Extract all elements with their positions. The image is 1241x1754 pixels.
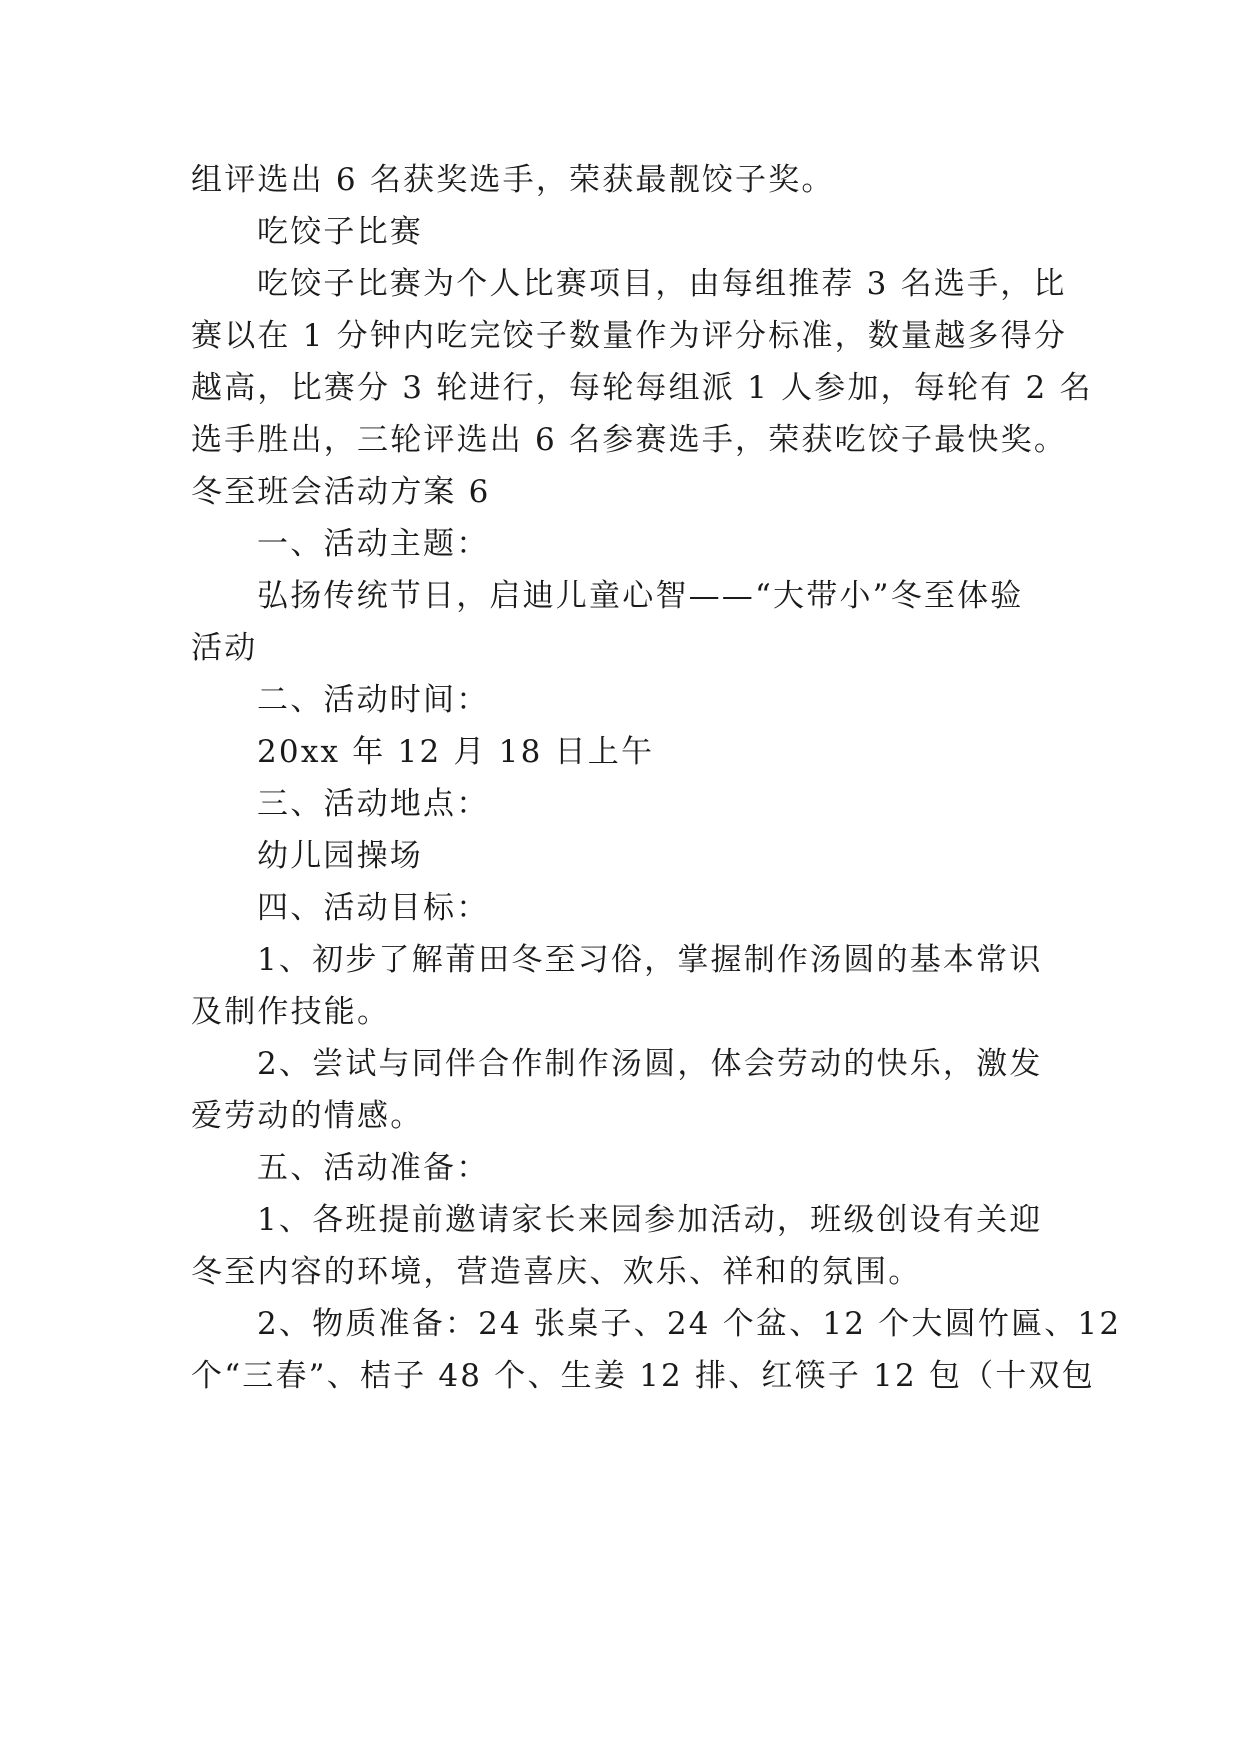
text-line: 个“三春”、桔子 48 个、生姜 12 排、红筷子 12 包（十双包 [191,1358,1095,1394]
text-line: 及制作技能。 [191,994,391,1030]
text-line: 冬至内容的环境，营造喜庆、欢乐、祥和的氛围。 [191,1254,922,1290]
text-line: 组评选出 6 名获奖选手，荣获最靓饺子奖。 [191,162,835,198]
text-line: 吃饺子比赛为个人比赛项目，由每组推荐 3 名选手，比 [257,266,1067,302]
section-heading: 三、活动地点： [257,786,490,822]
text-line: 活动 [191,630,258,666]
document-title: 冬至班会活动方案 6 [191,474,491,510]
text-line: 弘扬传统节日，启迪儿童心智——“大带小”冬至体验 [257,578,1024,614]
text-line: 越高，比赛分 3 轮进行，每轮每组派 1 人参加，每轮有 2 名 [191,370,1093,406]
text-line: 2、物质准备：24 张桌子、24 个盆、12 个大圆竹匾、12 [257,1306,1122,1342]
text-line: 幼儿园操场 [257,838,423,874]
text-line: 选手胜出，三轮评选出 6 名参赛选手，荣获吃饺子最快奖。 [191,422,1068,458]
section-heading: 五、活动准备： [257,1150,490,1186]
text-line: 2、尝试与同伴合作制作汤圆，体会劳动的快乐，激发 [257,1046,1043,1082]
section-heading: 一、活动主题： [257,526,490,562]
text-line: 1、初步了解莆田冬至习俗，掌握制作汤圆的基本常识 [257,942,1043,978]
text-line: 20xx 年 12 月 18 日上午 [257,734,655,770]
text-line: 1、各班提前邀请家长来园参加活动，班级创设有关迎 [257,1202,1043,1238]
section-heading: 四、活动目标： [257,890,490,926]
section-heading: 二、活动时间： [257,682,490,718]
text-line: 爱劳动的情感。 [191,1098,424,1134]
section-heading: 吃饺子比赛 [257,214,423,250]
text-line: 赛以在 1 分钟内吃完饺子数量作为评分标准，数量越多得分 [191,318,1068,354]
